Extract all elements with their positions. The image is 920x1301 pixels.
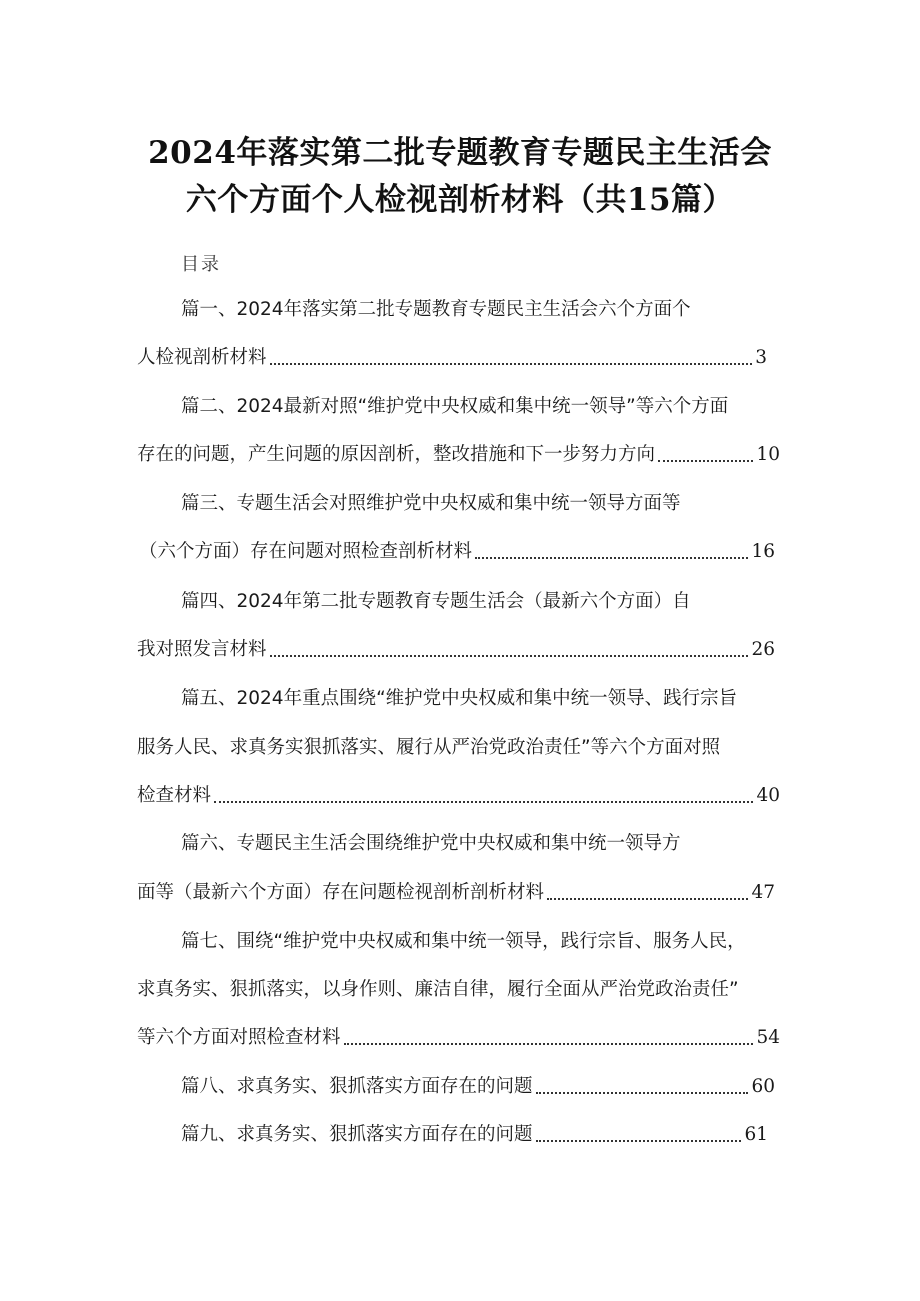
toc-entry-8-page: 60 bbox=[751, 1076, 775, 1097]
toc-entry-4-page: 26 bbox=[751, 639, 775, 660]
toc-entry-1-line-2: 人检视剖析材料 bbox=[137, 347, 267, 368]
toc-entry-6-line-1[interactable]: 篇六、专题民主生活会围绕维护党中央权威和集中统一领导方 bbox=[181, 833, 681, 854]
dot-leader bbox=[214, 801, 753, 803]
toc-entry-8-title: 篇八、求真务实、狠抓落实方面存在的问题 bbox=[181, 1076, 533, 1097]
toc-entry-6-leader[interactable] bbox=[137, 881, 775, 905]
toc-entry-1-line-1[interactable]: 篇一、2024年落实第二批专题教育专题民主生活会六个方面个 bbox=[181, 299, 691, 320]
toc-entry-6-line-2: 面等（最新六个方面）存在问题检视剖析剖析材料 bbox=[137, 882, 545, 903]
toc-entry-7-leader[interactable] bbox=[137, 1026, 780, 1050]
toc-entry-2-line-1[interactable]: 篇二、2024最新对照“维护党中央权威和集中统一领导”等六个方面 bbox=[181, 396, 729, 417]
toc-entry-5-line-3: 检查材料 bbox=[137, 785, 212, 806]
dot-leader bbox=[270, 655, 749, 657]
toc-entry-4-line-1[interactable]: 篇四、2024年第二批专题教育专题生活会（最新六个方面）自 bbox=[181, 591, 691, 612]
toc-entry-2-page: 10 bbox=[756, 444, 780, 465]
toc-entry-8[interactable] bbox=[181, 1075, 775, 1099]
toc-entry-2-line-2: 存在的问题，产生问题的原因剖析，整改措施和下一步努力方向 bbox=[137, 444, 656, 465]
toc-entry-5-line-1[interactable]: 篇五、2024年重点围绕“维护党中央权威和集中统一领导、践行宗旨 bbox=[181, 688, 738, 709]
toc-entry-1-leader[interactable] bbox=[137, 346, 767, 370]
toc-entry-6-page: 47 bbox=[751, 882, 775, 903]
toc-entry-5-page: 40 bbox=[756, 785, 780, 806]
toc-entry-7-line-2[interactable]: 求真务实、狠抓落实，以身作则、廉洁自律，履行全面从严治党政治责任” bbox=[137, 979, 739, 1000]
toc-heading: 目录 bbox=[181, 254, 221, 275]
dot-leader bbox=[658, 460, 753, 462]
document-title-line-1: 2024年落实第二批专题教育专题民主生活会 bbox=[148, 135, 772, 171]
dot-leader bbox=[536, 1092, 749, 1094]
toc-entry-9-title: 篇九、求真务实、狠抓落实方面存在的问题 bbox=[181, 1124, 533, 1145]
toc-entry-9-page: 61 bbox=[744, 1124, 768, 1145]
dot-leader bbox=[344, 1043, 754, 1045]
dot-leader bbox=[547, 898, 748, 900]
toc-entry-5-leader[interactable] bbox=[137, 784, 780, 808]
dot-leader bbox=[536, 1140, 742, 1142]
toc-entry-2-leader[interactable] bbox=[137, 443, 780, 467]
toc-entry-5-line-2[interactable]: 服务人民、求真务实狠抓落实、履行从严治党政治责任”等六个方面对照 bbox=[137, 737, 721, 758]
toc-entry-9[interactable] bbox=[181, 1123, 768, 1147]
dot-leader bbox=[475, 557, 748, 559]
toc-entry-4-leader[interactable] bbox=[137, 638, 775, 662]
document-title-line-2: 六个方面个人检视剖析材料（共15篇） bbox=[185, 182, 735, 218]
toc-entry-7-page: 54 bbox=[756, 1027, 780, 1048]
toc-entry-3-page: 16 bbox=[751, 541, 775, 562]
toc-entry-3-leader[interactable] bbox=[139, 540, 775, 564]
toc-entry-1-page: 3 bbox=[755, 347, 767, 368]
dot-leader bbox=[270, 363, 753, 365]
toc-entry-4-line-2: 我对照发言材料 bbox=[137, 639, 267, 660]
toc-entry-7-line-1[interactable]: 篇七、围绕“维护党中央权威和集中统一领导，践行宗旨、服务人民， bbox=[181, 931, 746, 952]
toc-entry-7-line-3: 等六个方面对照检查材料 bbox=[137, 1027, 341, 1048]
toc-entry-3-line-1[interactable]: 篇三、专题生活会对照维护党中央权威和集中统一领导方面等 bbox=[181, 493, 681, 514]
toc-entry-3-line-2: （六个方面）存在问题对照检查剖析材料 bbox=[139, 541, 473, 562]
